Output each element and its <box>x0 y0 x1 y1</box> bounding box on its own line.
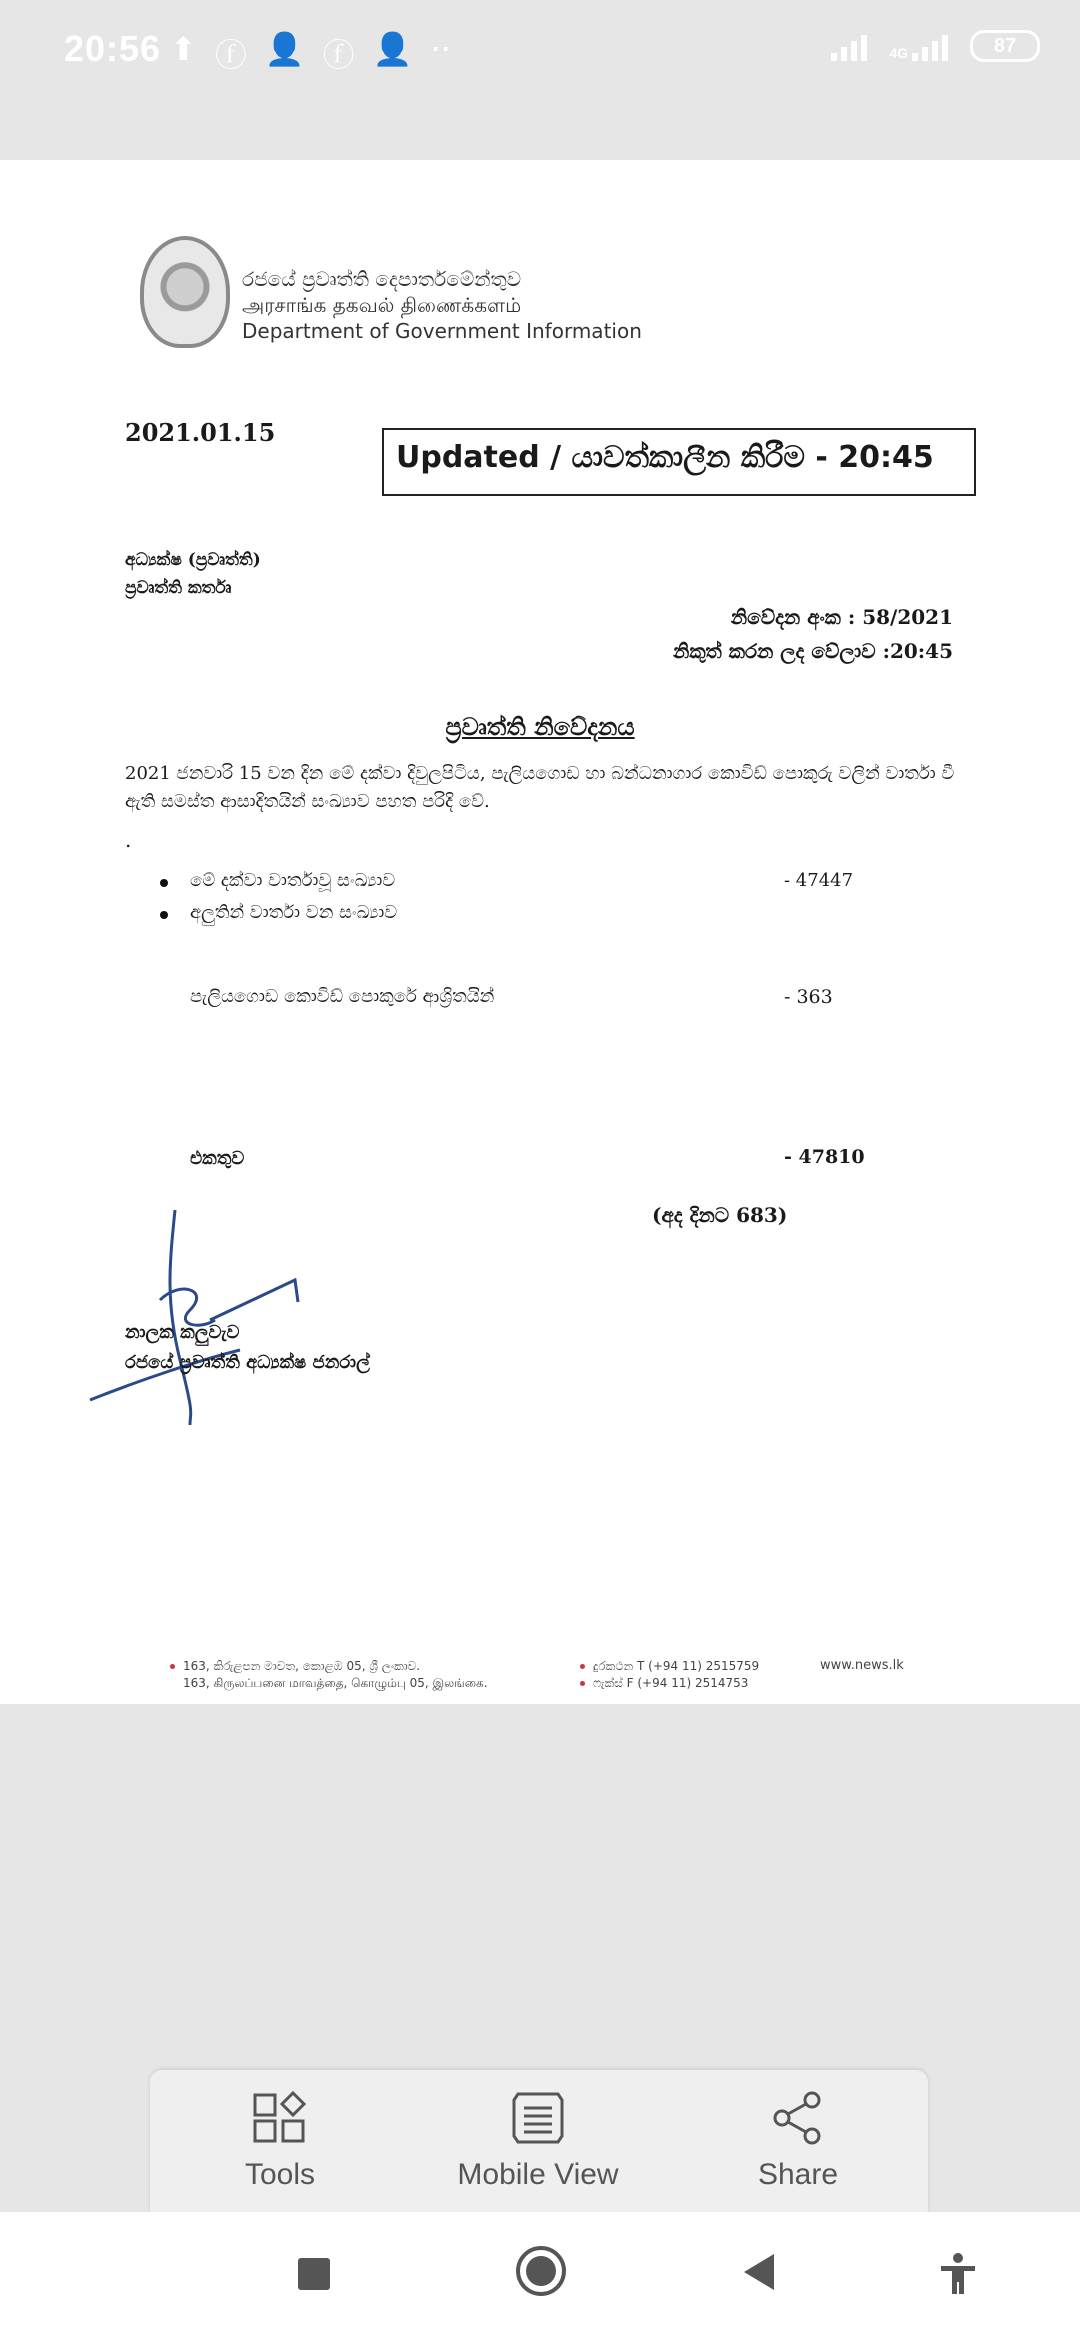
reference-block <box>673 600 953 668</box>
battery-icon: 87 <box>970 30 1040 62</box>
bullet-icon <box>160 879 168 887</box>
add-person-icon: 👤 <box>372 30 413 68</box>
footer-website: www.news.lk <box>820 1658 904 1673</box>
tools-grid-icon <box>252 2090 308 2146</box>
addressee-line-1: අධ්‍යක්ෂ (ප්‍රවෘත්ති) <box>125 550 261 570</box>
logo-line-sinhala: රජයේ ප්‍රවෘත්ති දෙපාර්තමේන්තුව <box>242 267 522 291</box>
viewer-toolbar <box>150 2070 928 2220</box>
government-seal-logo <box>140 236 230 348</box>
mobile-view-button[interactable] <box>428 2090 648 2210</box>
notification-icons <box>170 30 451 76</box>
share-icon <box>770 2090 826 2146</box>
list-item-label: මේ දක්වා වාර්තාවූ සංඛ්‍යාව <box>190 870 396 891</box>
total-value: - 47810 <box>784 1146 865 1168</box>
peliyagoda-value: - 363 <box>784 986 833 1008</box>
stray-dot: . <box>125 828 132 852</box>
signer-name: නාලක කලුවැව <box>125 1322 240 1343</box>
department-logo-text <box>242 266 642 344</box>
home-icon[interactable] <box>514 2244 568 2298</box>
mobile-view-icon <box>510 2090 566 2146</box>
mobile-view-label: Mobile View <box>457 2158 619 2191</box>
addressee <box>125 546 261 602</box>
footer-fax: ෆැක්ස් F (+94 11) 2514753 <box>593 1676 749 1690</box>
addressee-line-2: ප්‍රවෘත්ති කර්තෘ <box>125 578 232 598</box>
logo-line-english: Department of Government Information <box>242 319 642 343</box>
signer-title: රජයේ ප්‍රවෘත්ති අධ්‍යක්ෂ ජනරාල් <box>125 1352 370 1373</box>
footer-address <box>170 1658 488 1692</box>
recents-icon[interactable] <box>296 2256 332 2292</box>
document-date: 2021.01.15 <box>125 418 276 447</box>
updated-banner-text: Updated / යාවත්කාලීන කිරීම - 20:45 <box>396 440 934 475</box>
peliyagoda-label: පැලියගොඩ කොවිඩ් පොකුරේ ආශ්‍රිතයින් <box>190 986 495 1007</box>
bullet-icon <box>160 911 168 919</box>
signal-icon-2 <box>912 31 948 61</box>
count-list <box>160 870 860 934</box>
list-item-value: - 47447 <box>784 870 854 891</box>
location-icon <box>170 1664 175 1669</box>
status-time: 20:56 <box>64 28 162 69</box>
upload-icon: ⬆ <box>170 30 197 68</box>
phone-icon <box>580 1664 585 1669</box>
network-type: 4G <box>889 45 908 61</box>
more-icon: ·· <box>430 30 451 68</box>
tools-button[interactable] <box>170 2090 390 2210</box>
document-page[interactable] <box>0 160 1080 1704</box>
accessibility-icon[interactable] <box>938 2252 978 2296</box>
add-person-icon: 👤 <box>264 30 305 68</box>
facebook-icon: ⓕ <box>214 36 247 74</box>
logo-line-tamil: அரசாங்க தகவல் திணைக்களம் <box>242 293 522 317</box>
issue-time: නිකුත් කරන ලද වේලාව :20:45 <box>673 639 953 663</box>
updated-banner <box>382 428 976 496</box>
footer-contact <box>580 1658 759 1692</box>
status-right <box>831 30 1040 62</box>
list-item-label: අලුතින් වාර්තා වන සංඛ්‍යාව <box>190 902 398 923</box>
footer-address-line-2: 163, கிருலப்பனை மாவத்தை, கொழும்பு 05, இலங்கை. <box>183 1676 488 1690</box>
navigation-bar <box>0 2212 1080 2340</box>
reference-number: නිවේදන අංක : 58/2021 <box>730 605 953 629</box>
list-item <box>160 870 860 902</box>
share-label: Share <box>757 2158 839 2191</box>
fax-icon <box>580 1681 585 1686</box>
back-icon[interactable] <box>740 2252 780 2292</box>
footer-phone: දුරකථන T (+94 11) 2515759 <box>593 1659 760 1673</box>
tools-label: Tools <box>244 2158 316 2191</box>
list-item <box>160 902 860 934</box>
document-paragraph: 2021 ජනවාරි 15 වන දින මේ දක්වා දිවුලපිටිය, පැලියගොඩ හා බන්ධනාගාර කොවිඩ් පොකුරු වලින් වාර්තා වී ඇති සමස්ත ආසාදිතයින් සංඛ්‍යාව පහත පරිදි වේ. <box>125 763 955 812</box>
total-label: එකතුව <box>190 1148 245 1169</box>
status-bar <box>0 0 1080 160</box>
share-button[interactable] <box>688 2090 908 2210</box>
today-count: (අද දිනට 683) <box>652 1203 788 1227</box>
footer-address-line-1: 163, කිරුළපන මාවත, කොළඹ 05, ශ්‍රී ලංකාව. <box>183 1659 421 1673</box>
signal-icon <box>831 31 867 61</box>
signer-block <box>125 1318 370 1378</box>
document-heading: ප්‍රවෘත්ති නිවේදනය <box>445 712 635 741</box>
facebook-icon: ⓕ <box>322 36 355 74</box>
signature-image <box>40 1180 320 1430</box>
